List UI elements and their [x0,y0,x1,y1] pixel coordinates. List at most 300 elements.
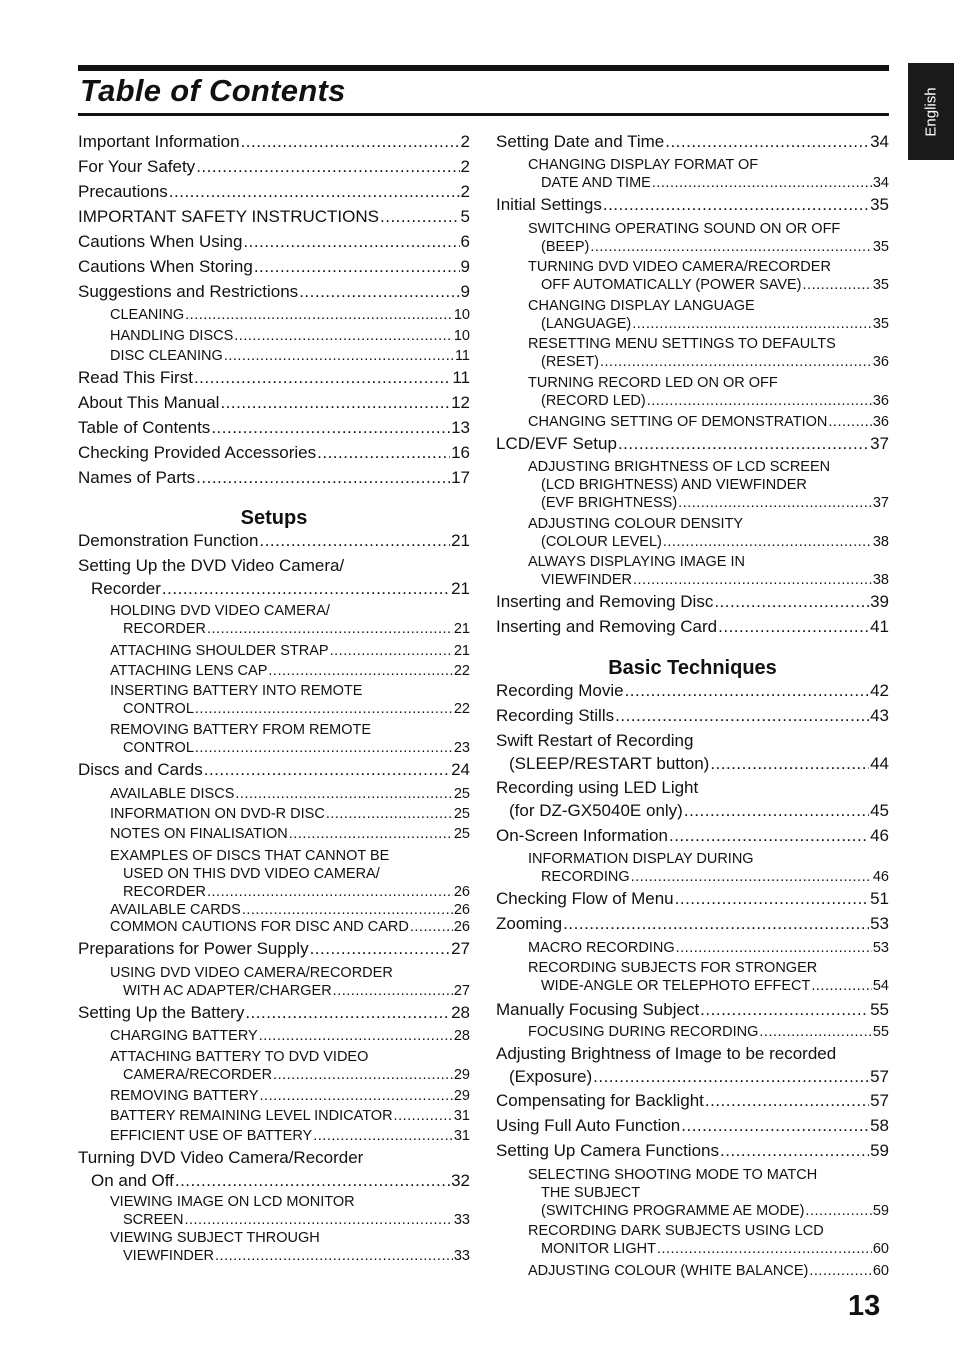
toc-entry-text: CHANGING SETTING OF DEMONSTRATION [528,414,828,430]
toc-entry-text: (LANGUAGE) [541,316,632,332]
dot-leader [720,1139,869,1162]
toc-subentry[interactable] [78,721,470,757]
toc-entry[interactable] [496,998,889,1021]
dot-leader [809,1262,872,1280]
toc-page-number: 36 [872,354,889,370]
dot-leader [590,238,872,256]
toc-subentry[interactable] [496,220,889,256]
toc-page-number: 10 [453,307,470,323]
toc-entry-text: Recording Movie [496,681,624,700]
toc-page-number: 25 [453,786,470,802]
toc-entry-text: RECORDER [123,621,206,637]
toc-entry-text: Turning DVD Video Camera/Recorder [78,1148,364,1167]
toc-subentry[interactable] [78,785,470,803]
dot-leader [625,679,870,702]
toc-page-number: 38 [872,534,889,550]
toc-page-number: 36 [872,414,889,430]
page-number: 13 [848,1290,881,1322]
toc-entry[interactable] [78,937,470,960]
toc-entry[interactable] [78,255,470,278]
toc-page-number: 25 [453,826,470,842]
toc-page-number: 33 [453,1212,470,1228]
toc-subentry[interactable] [496,335,889,371]
toc-page-number: 34 [872,175,889,191]
toc-entry-text: Names of Parts [78,468,196,487]
dot-leader [705,1089,869,1112]
dot-leader [326,805,453,823]
dot-leader [204,758,450,781]
toc-entry-text: LCD/EVF Setup [496,434,617,453]
toc-page-number: 17 [451,468,470,487]
toc-entry-text: SWITCHING OPERATING SOUND ON OR OFF [528,221,841,237]
toc-subentry[interactable] [78,1229,470,1265]
toc-entry[interactable] [78,529,470,552]
dot-leader [259,1027,453,1045]
toc-entry-text: Initial Settings [496,195,602,214]
dot-leader [317,441,450,464]
toc-subentry[interactable] [78,662,470,680]
dot-leader [211,416,450,439]
toc-entry-text: CLEANING [110,307,185,323]
toc-page-number: 57 [870,1091,889,1110]
toc-entry-text: Manually Focusing Subject [496,1000,700,1019]
dot-leader [410,918,453,936]
toc-page-number: 2 [460,182,470,201]
toc-entry-text: Recorder [91,579,161,598]
toc-page-number: 32 [451,1171,470,1190]
toc-page-number: 29 [453,1088,470,1104]
toc-page-number: 9 [460,282,470,301]
toc-page-number: 31 [453,1108,470,1124]
toc-entry-text: Swift Restart of Recording [496,731,694,750]
dot-leader [633,571,872,589]
toc-page-number: 60 [872,1263,889,1279]
toc-page-number: 45 [870,801,889,820]
toc-page-number: 41 [870,617,889,636]
toc-entry-text: AVAILABLE DISCS [110,786,235,802]
dot-leader [805,1202,871,1220]
dot-leader [234,327,453,345]
toc-page-number: 53 [870,914,889,933]
dot-leader [600,353,872,371]
dot-leader [310,937,451,960]
dot-leader [254,255,460,278]
toc-entry-text: Using Full Auto Function [496,1116,681,1135]
toc-page-number: 22 [453,663,470,679]
toc-entry[interactable] [78,366,470,389]
toc-page-number: 21 [451,579,470,598]
toc-entry-text: TURNING RECORD LED ON OR OFF [528,375,778,391]
toc-entry-text: COMMON CAUTIONS FOR DISC AND CARD [110,919,409,935]
toc-page-number: 39 [870,592,889,611]
toc-entry-text: (LCD BRIGHTNESS) AND VIEWFINDER [541,477,807,493]
toc-entry-text: USING DVD VIDEO CAMERA/RECORDER [110,965,393,981]
toc-entry-text: Checking Provided Accessories [78,443,317,462]
toc-page-number: 34 [870,132,889,151]
toc-entry-text: Preparations for Power Supply [78,939,309,958]
toc-subentry[interactable] [78,347,470,365]
toc-subentry[interactable] [496,939,889,957]
toc-subentry[interactable] [496,458,889,512]
dot-leader [207,620,453,638]
toc-entry-text: CHANGING DISPLAY FORMAT OF [528,157,759,173]
toc-subentry[interactable] [496,258,889,294]
toc-entry-text: Table of Contents [78,418,211,437]
language-tab-label: English [922,86,940,137]
toc-page-number: 6 [460,232,470,251]
toc-page-number: 16 [451,443,470,462]
toc-page-number: 46 [870,826,889,845]
toc-entry[interactable] [496,130,889,153]
toc-page-number: 9 [460,257,470,276]
toc-page-number: 27 [453,983,470,999]
toc-entry-text: SCREEN [123,1212,184,1228]
toc-page-number: 25 [453,806,470,822]
toc-entry[interactable] [496,615,889,638]
dot-leader [259,529,450,552]
toc-entry-text: ATTACHING SHOULDER STRAP [110,643,329,659]
toc-page-number: 35 [872,316,889,332]
toc-entry-text: Cautions When Storing [78,257,253,276]
toc-entry-text: About This Manual [78,393,220,412]
toc-entry-text: ADJUSTING COLOUR (WHITE BALANCE) [528,1263,809,1279]
dot-leader [268,662,452,680]
toc-entry[interactable] [496,729,889,775]
header-rule-thick [78,65,889,71]
toc-entry[interactable] [496,193,889,216]
toc-entry-text: (EVF BRIGHTNESS) [541,495,678,511]
toc-entry-text: Setting Up Camera Functions [496,1141,719,1160]
dot-leader [811,977,871,995]
toc-page-number: 58 [870,1116,889,1135]
dot-leader [681,1114,869,1137]
toc-entry-text: (BEEP) [541,239,590,255]
dot-leader [224,347,454,365]
toc-entry-text: EFFICIENT USE OF BATTERY [110,1128,313,1144]
section-heading: Basic Techniques [608,657,777,679]
toc-page-number: 51 [870,889,889,908]
dot-leader [185,306,453,324]
toc-entry-text: (RESET) [541,354,599,370]
toc-subentry[interactable] [78,1027,470,1045]
dot-leader [235,785,452,803]
toc-entry-text: WITH AC ADAPTER/CHARGER [123,983,332,999]
toc-entry-text: REMOVING BATTERY [110,1088,259,1104]
toc-subentry[interactable] [78,306,470,324]
dot-leader [663,533,872,551]
toc-page-number: 26 [453,902,470,918]
toc-subentry[interactable] [78,1127,470,1145]
toc-subentry[interactable] [78,327,470,345]
toc-subentry[interactable] [78,918,470,936]
dot-leader [675,887,869,910]
toc-entry-text: On-Screen Information [496,826,668,845]
toc-page-number: 55 [872,1024,889,1040]
toc-entry[interactable] [496,912,889,935]
toc-page-number: 21 [453,621,470,637]
dot-leader [714,590,869,613]
dot-leader [175,1169,450,1192]
toc-page-number: 23 [453,740,470,756]
toc-page-number: 59 [870,1141,889,1160]
dot-leader [676,939,872,957]
toc-entry[interactable] [496,679,889,702]
toc-subentry[interactable] [78,682,470,718]
toc-page-number: 5 [460,207,470,226]
dot-leader [242,901,453,919]
toc-entry[interactable] [496,1114,889,1137]
dot-leader [647,392,872,410]
dot-leader [593,1065,869,1088]
dot-leader [196,466,450,489]
toc-entry[interactable] [496,1089,889,1112]
toc-entry[interactable] [496,776,889,822]
toc-subentry[interactable] [78,642,470,660]
dot-leader [657,1240,872,1258]
toc-entry[interactable] [496,887,889,910]
toc-subentry[interactable] [78,805,470,823]
toc-page-number: 28 [451,1003,470,1022]
toc-entry-text: (for DZ-GX5040E only) [509,801,683,820]
toc-subentry[interactable] [496,374,889,410]
dot-leader [169,180,460,203]
toc-entry[interactable] [78,280,470,303]
toc-page-number: 11 [454,348,470,364]
toc-entry-text: Cautions When Using [78,232,243,251]
dot-leader [669,824,869,847]
toc-entry-text: (SWITCHING PROGRAMME AE MODE) [541,1203,805,1219]
toc-subentry[interactable] [496,959,889,995]
dot-leader [631,868,872,886]
toc-entry-text: Demonstration Function [78,531,259,550]
toc-entry-text: THE SUBJECT [541,1185,641,1201]
toc-page-number: 42 [870,681,889,700]
dot-leader [195,739,453,757]
dot-leader [665,130,869,153]
toc-entry-text: CHARGING BATTERY [110,1028,258,1044]
toc-page-number: 35 [870,195,889,214]
dot-leader [184,1211,452,1229]
toc-entry[interactable] [496,704,889,727]
toc-subentry[interactable] [78,1107,470,1125]
toc-subentry[interactable] [78,1048,470,1084]
toc-entry-text: VIEWING IMAGE ON LCD MONITOR [110,1194,355,1210]
toc-page-number: 37 [872,495,889,511]
page-title: Table of Contents [80,73,346,108]
toc-entry-text: Read This First [78,368,193,387]
dot-leader [615,704,869,727]
toc-entry-text: AVAILABLE CARDS [110,902,241,918]
toc-entry-text: BATTERY REMAINING LEVEL INDICATOR [110,1108,393,1124]
dot-leader [563,912,869,935]
toc-page-number: 26 [453,919,470,935]
toc-page-number: 37 [870,434,889,453]
toc-entry-text: Inserting and Removing Disc [496,592,714,611]
toc-entry[interactable] [496,824,889,847]
toc-entry-text: NOTES ON FINALISATION [110,826,288,842]
toc-entry[interactable] [78,180,470,203]
toc-subentry[interactable] [496,515,889,551]
toc-entry-text: MONITOR LIGHT [541,1241,656,1257]
toc-entry-text: REMOVING BATTERY FROM REMOTE [110,722,372,738]
toc-subentry[interactable] [496,413,889,431]
toc-entry-text: (RECORD LED) [541,393,646,409]
toc-subentry[interactable] [78,964,470,1000]
toc-subentry[interactable] [78,901,470,919]
toc-page-number: 21 [451,531,470,550]
toc-page-number: 2 [460,132,470,151]
toc-subentry[interactable] [496,156,889,192]
dot-leader [718,615,869,638]
toc-entry-text: Adjusting Brightness of Image to be recorded [496,1044,837,1063]
toc-page-number: 35 [872,277,889,293]
toc-page-number: 59 [872,1203,889,1219]
toc-entry-text: RECORDER [123,884,206,900]
toc-page-number: 13 [451,418,470,437]
dot-leader [394,1107,453,1125]
toc-entry[interactable] [78,758,470,781]
toc-entry-text: INSERTING BATTERY INTO REMOTE [110,683,363,699]
toc-entry[interactable] [496,1042,889,1088]
toc-entry[interactable] [78,155,470,178]
dot-leader [162,577,450,600]
header-rule-thin [78,113,889,116]
toc-subentry[interactable] [78,602,470,638]
toc-entry[interactable] [78,391,470,414]
toc-entry-text: Setting Up the Battery [78,1003,245,1022]
toc-entry-text: Compensating for Backlight [496,1091,704,1110]
toc-entry-text: INFORMATION DISPLAY DURING [528,851,754,867]
toc-entry-text: HOLDING DVD VIDEO CAMERA/ [110,603,330,619]
toc-subentry[interactable] [496,1262,889,1280]
toc-entry-text: EXAMPLES OF DISCS THAT CANNOT BE [110,848,390,864]
dot-leader [618,432,869,455]
toc-entry[interactable] [496,432,889,455]
toc-entry-text: DISC CLEANING [110,348,223,364]
toc-page-number: 21 [453,643,470,659]
toc-page-number: 55 [870,1000,889,1019]
toc-entry-text: RECORDING DARK SUBJECTS USING LCD [528,1223,824,1239]
toc-entry-text: Recording Stills [496,706,615,725]
toc-subentry[interactable] [78,825,470,843]
toc-entry-text: Checking Flow of Menu [496,889,674,908]
dot-leader [215,1247,453,1265]
dot-leader [684,799,869,822]
toc-page-number: 46 [872,869,889,885]
dot-leader [678,494,872,512]
toc-page-number: 43 [870,706,889,725]
toc-entry-text: (SLEEP/RESTART button) [509,754,710,773]
toc-subentry[interactable] [496,1023,889,1041]
toc-entry-text: FOCUSING DURING RECORDING [528,1024,759,1040]
toc-subentry[interactable] [78,847,470,901]
toc-entry[interactable] [78,416,470,439]
toc-subentry[interactable] [496,1222,889,1258]
toc-subentry[interactable] [496,297,889,333]
toc-entry-text: ATTACHING BATTERY TO DVD VIDEO [110,1049,369,1065]
toc-entry[interactable] [78,130,470,153]
toc-entry-text: Precautions [78,182,168,201]
toc-entry[interactable] [78,230,470,253]
toc-entry-text: VIEWFINDER [123,1248,215,1264]
toc-subentry[interactable] [496,553,889,589]
toc-entry-text: INFORMATION ON DVD-R DISC [110,806,325,822]
toc-entry[interactable] [78,205,470,228]
toc-page-number: 11 [452,368,470,387]
toc-entry[interactable] [78,554,470,600]
toc-page-number: 38 [872,572,889,588]
dot-leader [700,998,869,1021]
toc-page-number: 27 [451,939,470,958]
toc-subentry[interactable] [78,1087,470,1105]
toc-entry-text: CAMERA/RECORDER [123,1067,273,1083]
toc-page-number: 36 [872,393,889,409]
toc-entry-text: TURNING DVD VIDEO CAMERA/RECORDER [528,259,831,275]
toc-entry-text: CONTROL [123,701,194,717]
toc-page-number: 60 [872,1241,889,1257]
toc-entry-text: DATE AND TIME [541,175,651,191]
section-heading: Setups [240,507,308,529]
dot-leader [380,205,460,228]
toc-entry-text: VIEWING SUBJECT THROUGH [110,1230,320,1246]
dot-leader [273,1066,453,1084]
toc-entry-text: Recording using LED Light [496,778,699,797]
toc-subentry[interactable] [78,1193,470,1229]
toc-entry[interactable] [78,1001,470,1024]
toc-entry-text: HANDLING DISCS [110,328,234,344]
dot-leader [828,413,871,431]
dot-leader [241,130,460,153]
toc-subentry[interactable] [496,1166,889,1220]
toc-entry[interactable] [78,1146,470,1192]
toc-entry-text: (Exposure) [509,1067,593,1086]
dot-leader [245,1001,450,1024]
toc-entry[interactable] [78,466,470,489]
toc-entry-text: RECORDING SUBJECTS FOR STRONGER [528,960,818,976]
toc-entry-text: IMPORTANT SAFETY INSTRUCTIONS [78,207,379,226]
toc-entry-text: Important Information [78,132,240,151]
dot-leader [289,825,453,843]
dot-leader [299,280,459,303]
toc-page-number: 57 [870,1067,889,1086]
toc-entry-text: For Your Safety [78,157,196,176]
toc-entry-text: (COLOUR LEVEL) [541,534,662,550]
dot-leader [803,276,872,294]
dot-leader [652,174,872,192]
toc-entry[interactable] [496,590,889,613]
toc-entry[interactable] [496,1139,889,1162]
toc-entry-text: CONTROL [123,740,194,756]
toc-page-number: 24 [451,760,470,779]
toc-entry-text: CHANGING DISPLAY LANGUAGE [528,298,755,314]
dot-leader [759,1023,871,1041]
toc-page-number: 26 [453,884,470,900]
toc-entry-text: Discs and Cards [78,760,203,779]
dot-leader [710,752,869,775]
toc-page-number: 31 [453,1128,470,1144]
dot-leader [260,1087,453,1105]
toc-entry-text: MACRO RECORDING [528,940,675,956]
dot-leader [220,391,450,414]
toc-page-number: 53 [872,940,889,956]
toc-page-number: 54 [872,978,889,994]
toc-subentry[interactable] [496,850,889,886]
toc-entry-text: ATTACHING LENS CAP [110,663,268,679]
dot-leader [195,700,453,718]
toc-entry-text: On and Off [91,1171,174,1190]
toc-entry[interactable] [78,441,470,464]
dot-leader [333,982,453,1000]
